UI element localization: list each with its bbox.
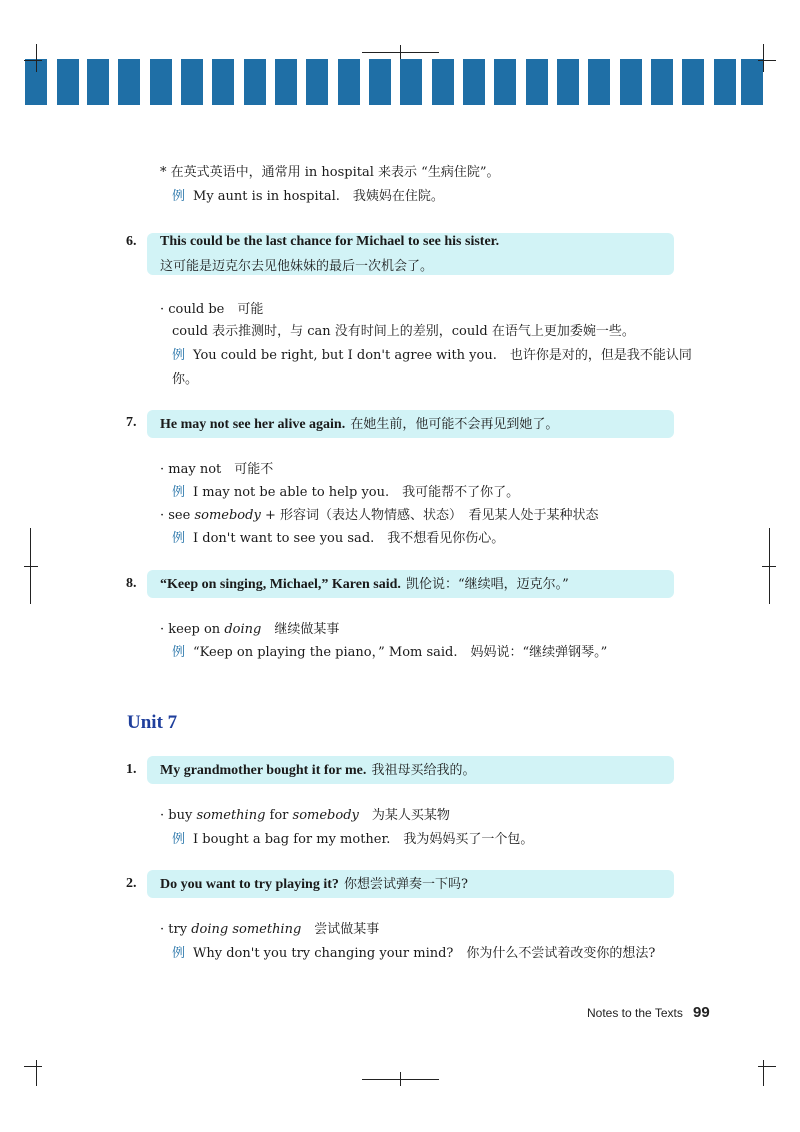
phrase-italic: somebody bbox=[292, 808, 359, 823]
phrase-part: + 形容词（表达人物情感、状态） 看见某人处于某种状态 bbox=[260, 508, 599, 523]
header-stripe bbox=[651, 59, 673, 105]
header-stripe bbox=[714, 59, 736, 105]
phrase-italic: doing bbox=[224, 622, 262, 637]
sentence-band bbox=[147, 756, 674, 784]
phrase-italic: somebody bbox=[194, 508, 261, 523]
header-stripe bbox=[588, 59, 610, 105]
sentence-band bbox=[147, 570, 674, 598]
buy-example bbox=[172, 830, 533, 850]
sentence-english: “Keep on singing, Michael,” Karen said. bbox=[160, 577, 401, 592]
header-stripe bbox=[526, 59, 548, 105]
sentence-band bbox=[147, 233, 674, 275]
unit-title: Unit 7 bbox=[127, 712, 178, 733]
example-marker: 例 bbox=[172, 348, 186, 363]
sentence-line bbox=[160, 413, 558, 433]
header-stripe bbox=[463, 59, 485, 105]
header-stripe bbox=[620, 59, 642, 105]
sentence-chinese: 在她生前，他可能不会再见到她了。 bbox=[350, 417, 559, 432]
example-text: “Keep on playing the piano，” Mom said. 妈妈说：“继续弹钢琴。” bbox=[193, 645, 608, 660]
hospital-note: * 在英式英语中，通常用 in hospital 来表示 “生病住院”。 bbox=[160, 165, 500, 180]
example-marker: 例 bbox=[172, 531, 186, 546]
hospital-example bbox=[172, 187, 444, 207]
phrase-try bbox=[160, 920, 379, 940]
may-not-example bbox=[172, 483, 519, 503]
header-stripe bbox=[741, 59, 763, 105]
note-number: 8. bbox=[126, 576, 137, 591]
example-marker: 例 bbox=[172, 189, 186, 204]
sentence-english: My grandmother bought it for me. bbox=[160, 763, 367, 778]
header-stripe bbox=[244, 59, 266, 105]
header-stripe bbox=[494, 59, 516, 105]
page-number: 99 bbox=[693, 1004, 710, 1021]
example-text: Why don't you try changing your mind? 你为什么不尝试着改变你的想法? bbox=[193, 946, 656, 961]
example-marker: 例 bbox=[172, 485, 186, 500]
note-number: 2. bbox=[126, 876, 137, 891]
example-marker: 例 bbox=[172, 946, 186, 961]
example-marker: 例 bbox=[172, 832, 186, 847]
footer-label: Notes to the Texts bbox=[587, 1006, 683, 1020]
note-number: 7. bbox=[126, 415, 137, 430]
phrase-part: · buy bbox=[160, 808, 197, 823]
phrase-part: · keep on bbox=[160, 622, 225, 637]
example-text: I may not be able to help you. 我可能帮不了你了。 bbox=[193, 485, 520, 500]
header-stripe bbox=[275, 59, 297, 105]
crop-mark bbox=[763, 1060, 764, 1086]
sentence-chinese: 这可能是迈克尔去见他妹妹的最后一次机会了。 bbox=[160, 259, 434, 274]
could-be-explanation: could 表示推测时，与 can 没有时间上的差别，could 在语气上更加委婉一些。 bbox=[172, 324, 635, 339]
keep-on-example bbox=[172, 643, 607, 663]
crop-mark bbox=[762, 566, 776, 567]
example-text: I bought a bag for my mother. 我为妈妈买了一个包。 bbox=[193, 832, 534, 847]
header-stripe bbox=[212, 59, 234, 105]
header-stripe bbox=[57, 59, 79, 105]
header-stripe bbox=[181, 59, 203, 105]
phrase-keep-on bbox=[160, 620, 339, 640]
sentence-band bbox=[147, 870, 674, 898]
sentence-english: This could be the last chance for Michael to see his sister. bbox=[160, 234, 500, 249]
phrase-buy bbox=[160, 806, 450, 826]
phrase-part: 为某人买某物 bbox=[358, 808, 450, 823]
header-stripe bbox=[369, 59, 391, 105]
example-text: My aunt is in hospital. 我姨妈在住院。 bbox=[193, 189, 444, 204]
header-stripe bbox=[557, 59, 579, 105]
see-somebody-example bbox=[172, 529, 504, 549]
header-stripe bbox=[306, 59, 328, 105]
header-stripe bbox=[682, 59, 704, 105]
sentence-line bbox=[160, 759, 475, 779]
crop-mark bbox=[36, 44, 37, 72]
sentence-chinese: 你想尝试弹奏一下吗? bbox=[344, 877, 468, 892]
could-example bbox=[172, 346, 692, 366]
crop-mark bbox=[763, 44, 764, 72]
phrase-may-not: · may not 可能不 bbox=[160, 462, 274, 477]
sentence-chinese: 我祖母买给我的。 bbox=[371, 763, 476, 778]
note-number: 1. bbox=[126, 762, 137, 777]
phrase-see-somebody bbox=[160, 506, 598, 526]
header-stripe bbox=[432, 59, 454, 105]
header-stripe bbox=[87, 59, 109, 105]
header-stripe bbox=[118, 59, 140, 105]
crop-mark bbox=[24, 566, 38, 567]
header-stripe bbox=[338, 59, 360, 105]
phrase-part: 尝试做某事 bbox=[301, 922, 380, 937]
header-stripe bbox=[150, 59, 172, 105]
phrase-part: for bbox=[265, 808, 293, 823]
sentence-band bbox=[147, 410, 674, 438]
crop-mark bbox=[24, 1066, 42, 1067]
note-number: 6. bbox=[126, 234, 137, 249]
sentence-chinese: 凯伦说：“继续唱，迈克尔。” bbox=[405, 577, 569, 592]
could-example-continued: 你。 bbox=[172, 372, 199, 387]
crop-mark bbox=[758, 1066, 776, 1067]
example-marker: 例 bbox=[172, 645, 186, 660]
sentence-english: Do you want to try playing it? bbox=[160, 877, 339, 892]
phrase-part: · try bbox=[160, 922, 192, 937]
sentence-line bbox=[160, 573, 569, 593]
phrase-part: · see bbox=[160, 508, 195, 523]
header-stripe bbox=[400, 59, 422, 105]
crop-mark bbox=[400, 45, 401, 59]
crop-mark bbox=[24, 60, 42, 61]
crop-mark bbox=[400, 1072, 401, 1086]
phrase-italic: something bbox=[196, 808, 266, 823]
example-text: I don't want to see you sad. 我不想看见你伤心。 bbox=[193, 531, 505, 546]
phrase-italic: doing something bbox=[191, 922, 302, 937]
sentence-line bbox=[160, 873, 468, 893]
phrase-part: 继续做某事 bbox=[261, 622, 340, 637]
crop-mark bbox=[758, 60, 776, 61]
try-example bbox=[172, 944, 655, 964]
sentence-english: He may not see her alive again. bbox=[160, 417, 346, 432]
crop-mark bbox=[36, 1060, 37, 1086]
example-text: You could be right, but I don't agree with you. 也许你是对的，但是我不能认同 bbox=[193, 348, 692, 363]
phrase-could-be: · could be 可能 bbox=[160, 302, 264, 317]
